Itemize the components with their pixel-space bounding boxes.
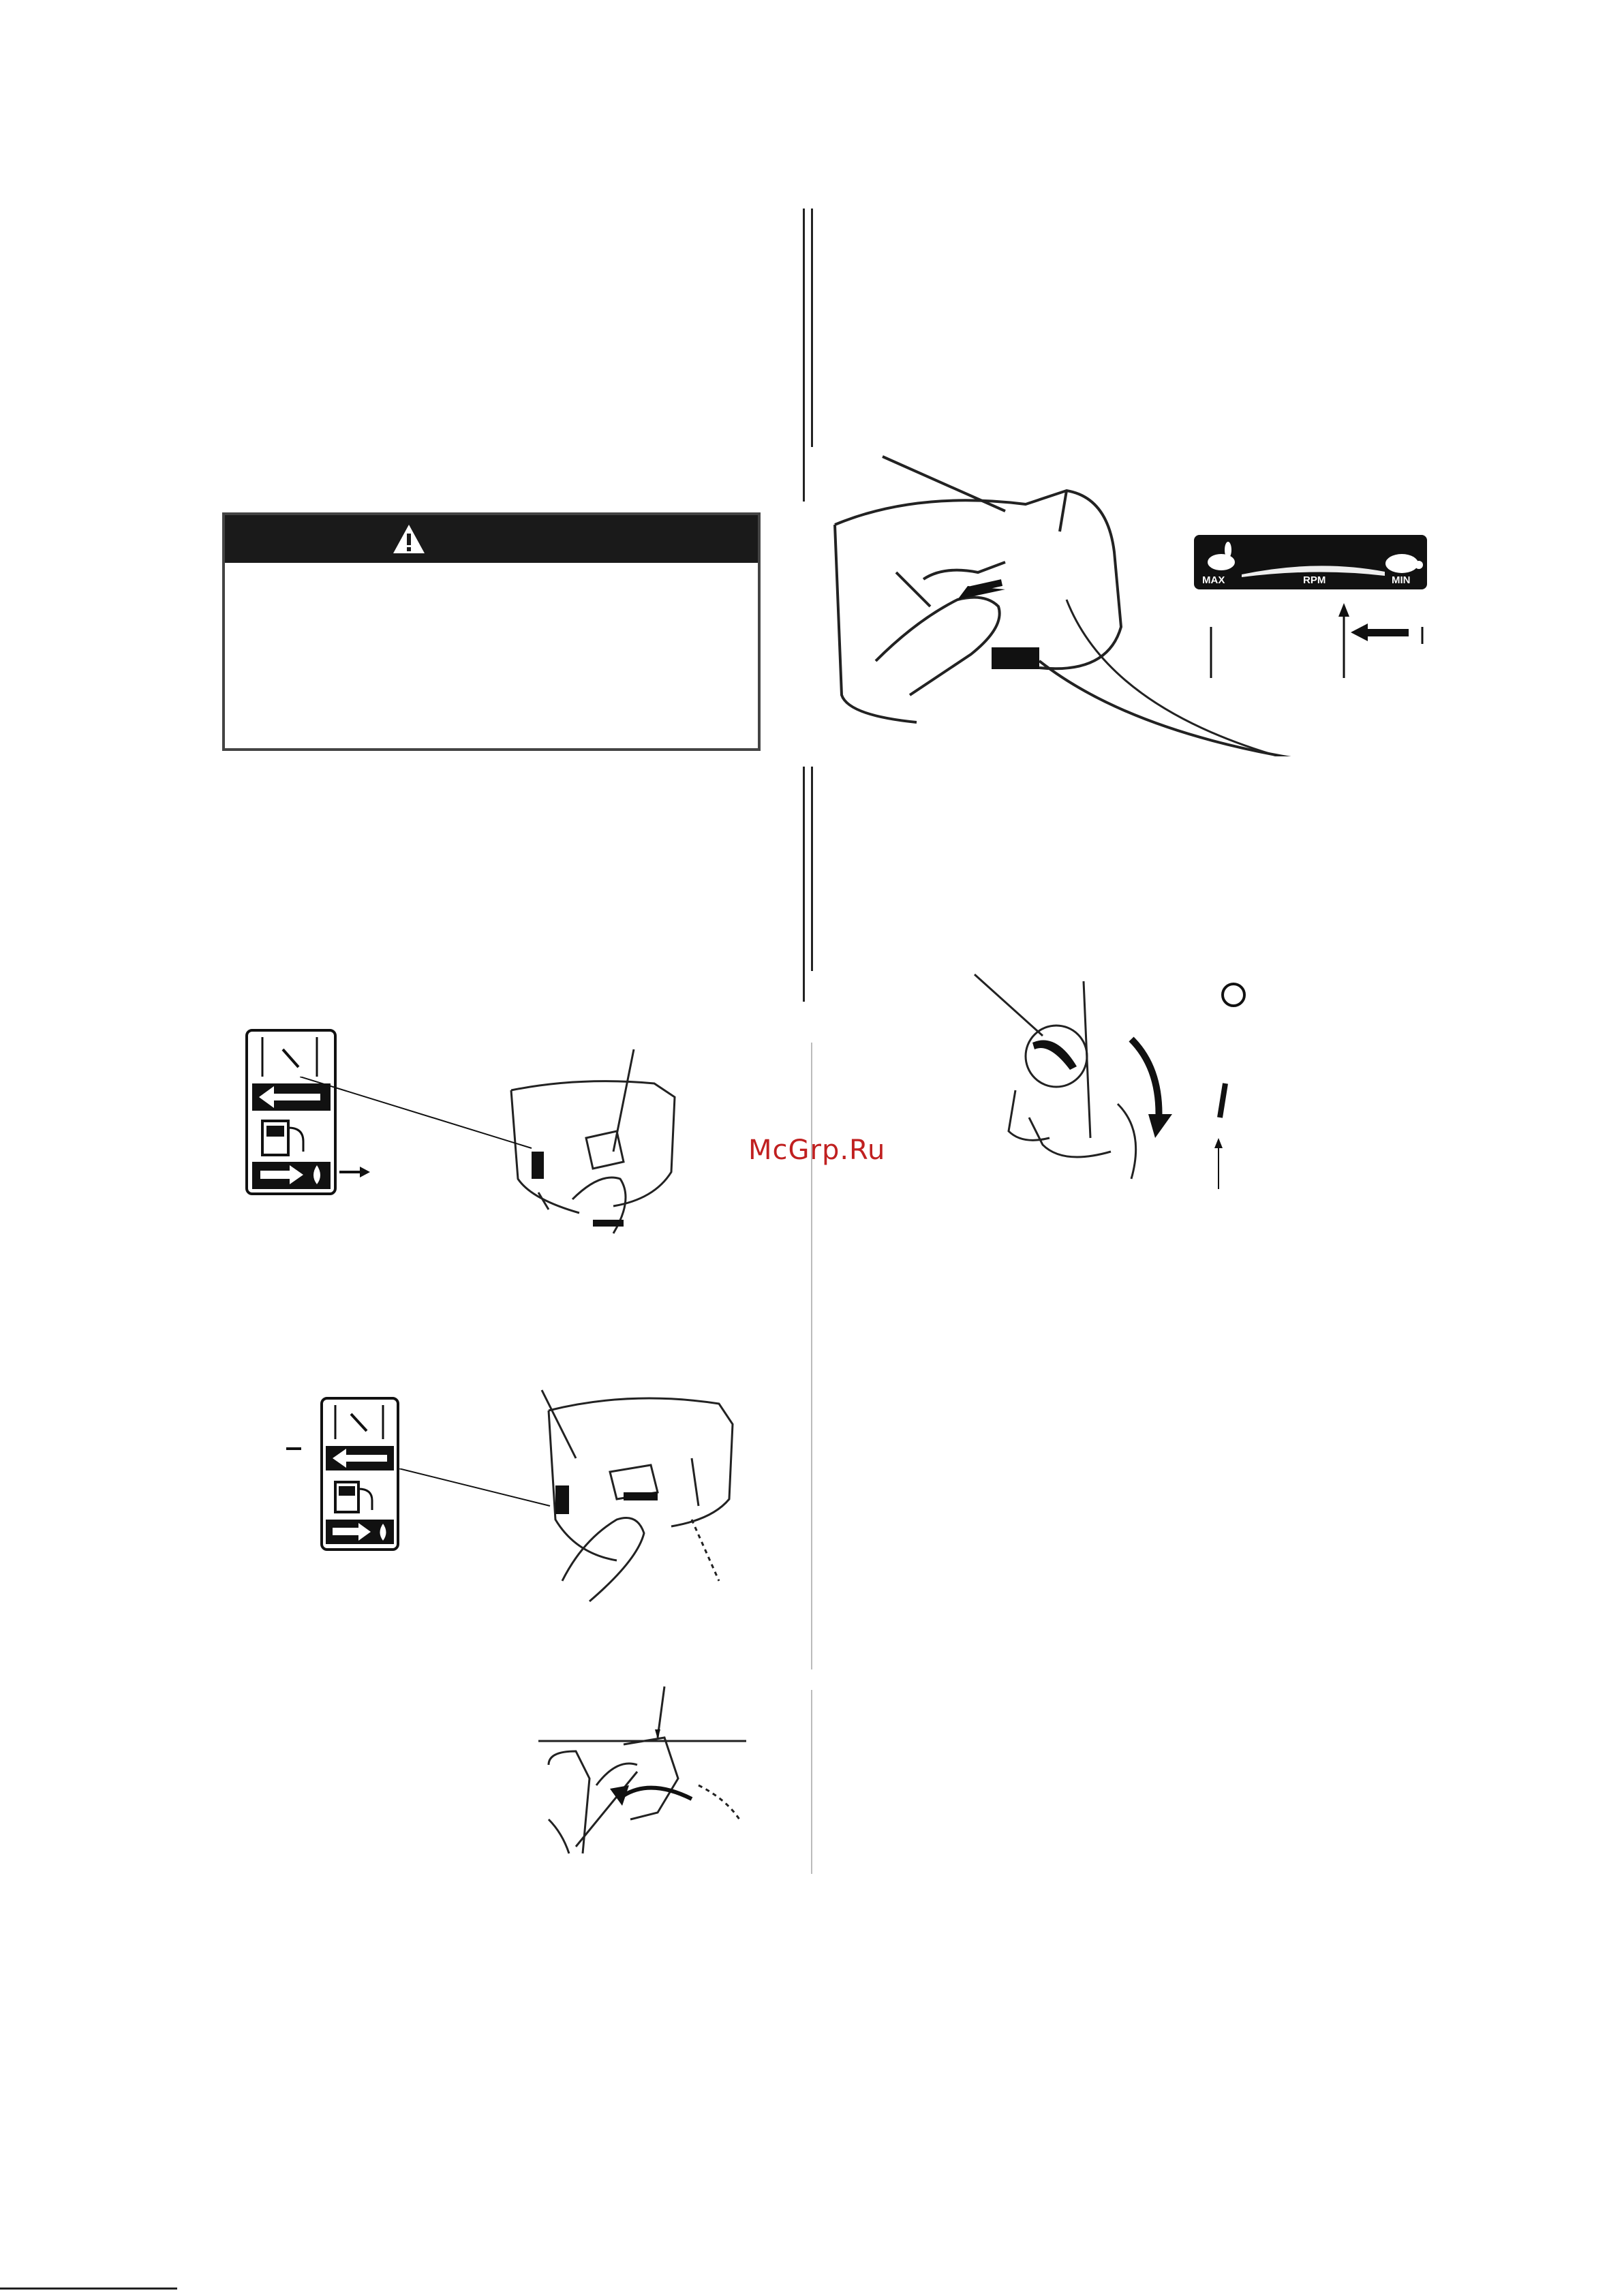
footer-rule <box>0 2288 177 2290</box>
leader-line-2 <box>399 1468 552 1509</box>
leader-line-1 <box>300 1077 535 1152</box>
column-divider-mid-a <box>803 767 805 1002</box>
warning-header <box>225 515 758 563</box>
warning-box <box>222 512 761 751</box>
column-divider-top-b <box>811 209 813 447</box>
engine-choke-illustration <box>535 1683 760 1874</box>
column-divider-bottom <box>811 1690 812 1874</box>
watermark: McGrp.Ru <box>748 1135 886 1166</box>
circle-off-icon <box>1220 981 1247 1008</box>
throttle-decal <box>1194 535 1433 678</box>
throttle-max-label: MAX <box>1202 574 1225 586</box>
switch-on-mark <box>1213 1080 1240 1189</box>
choke-fuel-decal-2 <box>320 1397 402 1554</box>
engine-fuel-valve-illustration-2 <box>535 1383 760 1615</box>
direction-arrow-right <box>339 1167 370 1181</box>
engine-switch-illustration <box>968 968 1213 1192</box>
column-divider-mid-b <box>811 767 813 971</box>
column-divider-top-a <box>803 209 805 502</box>
throttle-min-label: MIN <box>1392 574 1411 586</box>
direction-dash <box>286 1447 301 1450</box>
warning-triangle-icon <box>392 523 426 555</box>
throttle-rpm-label: RPM <box>1303 574 1326 586</box>
